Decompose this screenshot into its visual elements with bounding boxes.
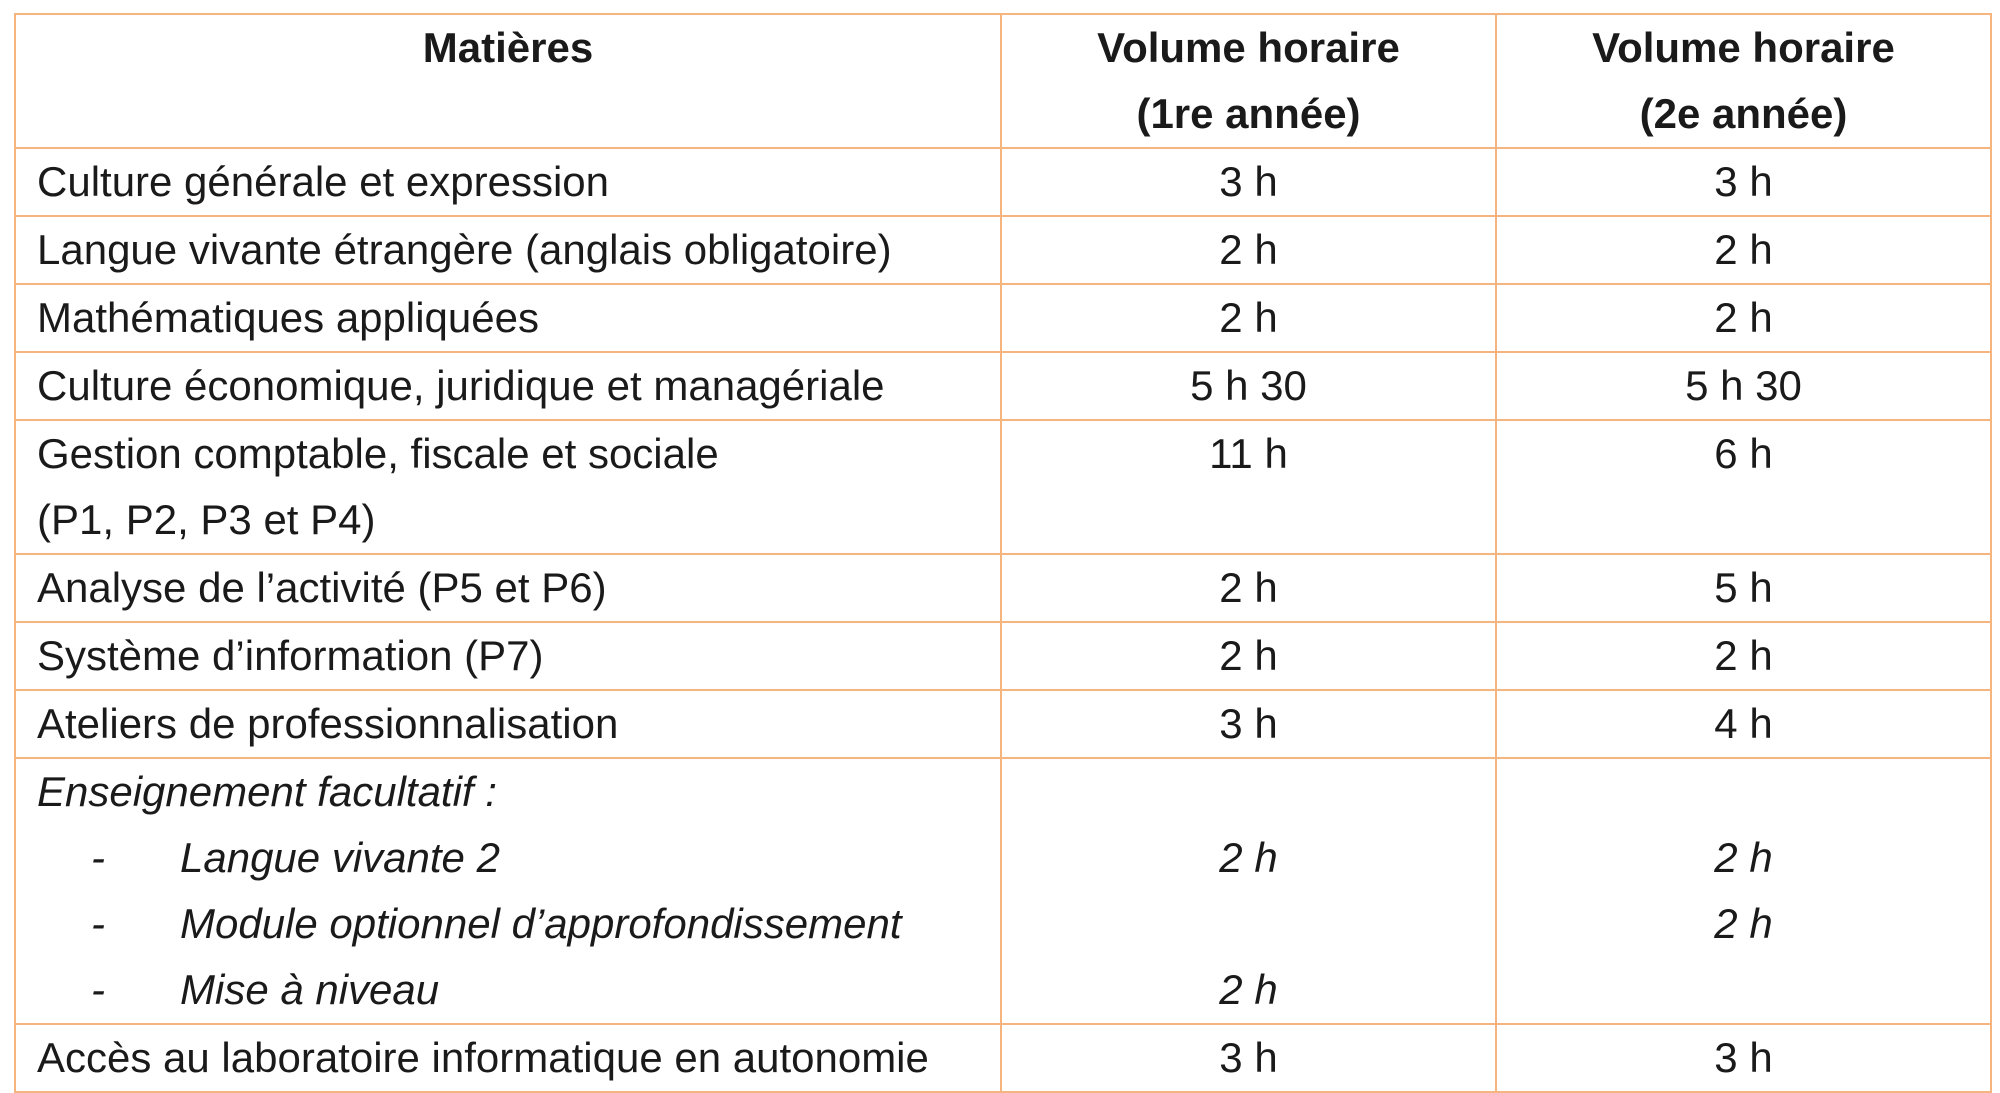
optional-item <box>16 957 1000 1023</box>
year2-cell: 5 h 30 <box>1496 352 1991 420</box>
header-row <box>15 14 1991 148</box>
subject-cell: Gestion comptable, fiscale et sociale (P1, P2, P3 et P4) <box>15 420 1001 554</box>
optional-item-label: Module optionnel d’approfondissement <box>180 900 902 947</box>
subject-cell: Culture économique, juridique et managériale <box>15 352 1001 420</box>
table-row <box>15 622 1991 690</box>
bullet-dash: - <box>91 834 105 881</box>
year1-cell: 11 h <box>1001 420 1496 554</box>
table-row <box>15 554 1991 622</box>
table-row <box>15 284 1991 352</box>
year2-cell: 4 h <box>1496 690 1991 758</box>
year1-cell: 5 h 30 <box>1001 352 1496 420</box>
table-row <box>15 148 1991 216</box>
year1-cell: 3 h <box>1001 148 1496 216</box>
optional-subject-cell <box>15 758 1001 1024</box>
subject-cell: Mathématiques appliquées <box>15 284 1001 352</box>
subject-cell: Ateliers de professionnalisation <box>15 690 1001 758</box>
optional-title: Enseignement facultatif : <box>37 768 497 815</box>
optional-item-label: Mise à niveau <box>180 966 440 1013</box>
hours-table <box>14 13 1992 1093</box>
year2-cell: 3 h <box>1496 148 1991 216</box>
table-row <box>15 216 1991 284</box>
optional-item-label: Langue vivante 2 <box>180 834 500 881</box>
subject-cell: Système d’information (P7) <box>15 622 1001 690</box>
optional-item <box>16 825 1000 891</box>
header-subject: Matières <box>15 14 1001 148</box>
optional-row <box>15 758 1991 1024</box>
year2-cell: 5 h <box>1496 554 1991 622</box>
year1-cell: 2 h <box>1001 554 1496 622</box>
optional-year2-cell: 2 h 2 h <box>1496 758 1991 1024</box>
header-year1: Volume horaire (1re année) <box>1001 14 1496 148</box>
subject-cell: Analyse de l’activité (P5 et P6) <box>15 554 1001 622</box>
bullet-dash: - <box>91 900 105 947</box>
header-year2: Volume horaire (2e année) <box>1496 14 1991 148</box>
year2-cell: 3 h <box>1496 1024 1991 1092</box>
year1-cell: 2 h <box>1001 284 1496 352</box>
year1-cell: 3 h <box>1001 1024 1496 1092</box>
bullet-dash: - <box>91 966 105 1013</box>
year1-cell: 2 h <box>1001 216 1496 284</box>
year2-cell: 2 h <box>1496 622 1991 690</box>
year2-cell: 2 h <box>1496 284 1991 352</box>
year2-cell: 2 h <box>1496 216 1991 284</box>
subject-cell: Accès au laboratoire informatique en autonomie <box>15 1024 1001 1092</box>
optional-year1-cell: 2 h 2 h <box>1001 758 1496 1024</box>
subject-cell: Langue vivante étrangère (anglais obligatoire) <box>15 216 1001 284</box>
table-row <box>15 690 1991 758</box>
year1-cell: 3 h <box>1001 690 1496 758</box>
year1-cell: 2 h <box>1001 622 1496 690</box>
subject-cell: Culture générale et expression <box>15 148 1001 216</box>
table-row <box>15 352 1991 420</box>
optional-item <box>16 891 1000 957</box>
year2-cell: 6 h <box>1496 420 1991 554</box>
table-row <box>15 1024 1991 1092</box>
table-row <box>15 420 1991 554</box>
